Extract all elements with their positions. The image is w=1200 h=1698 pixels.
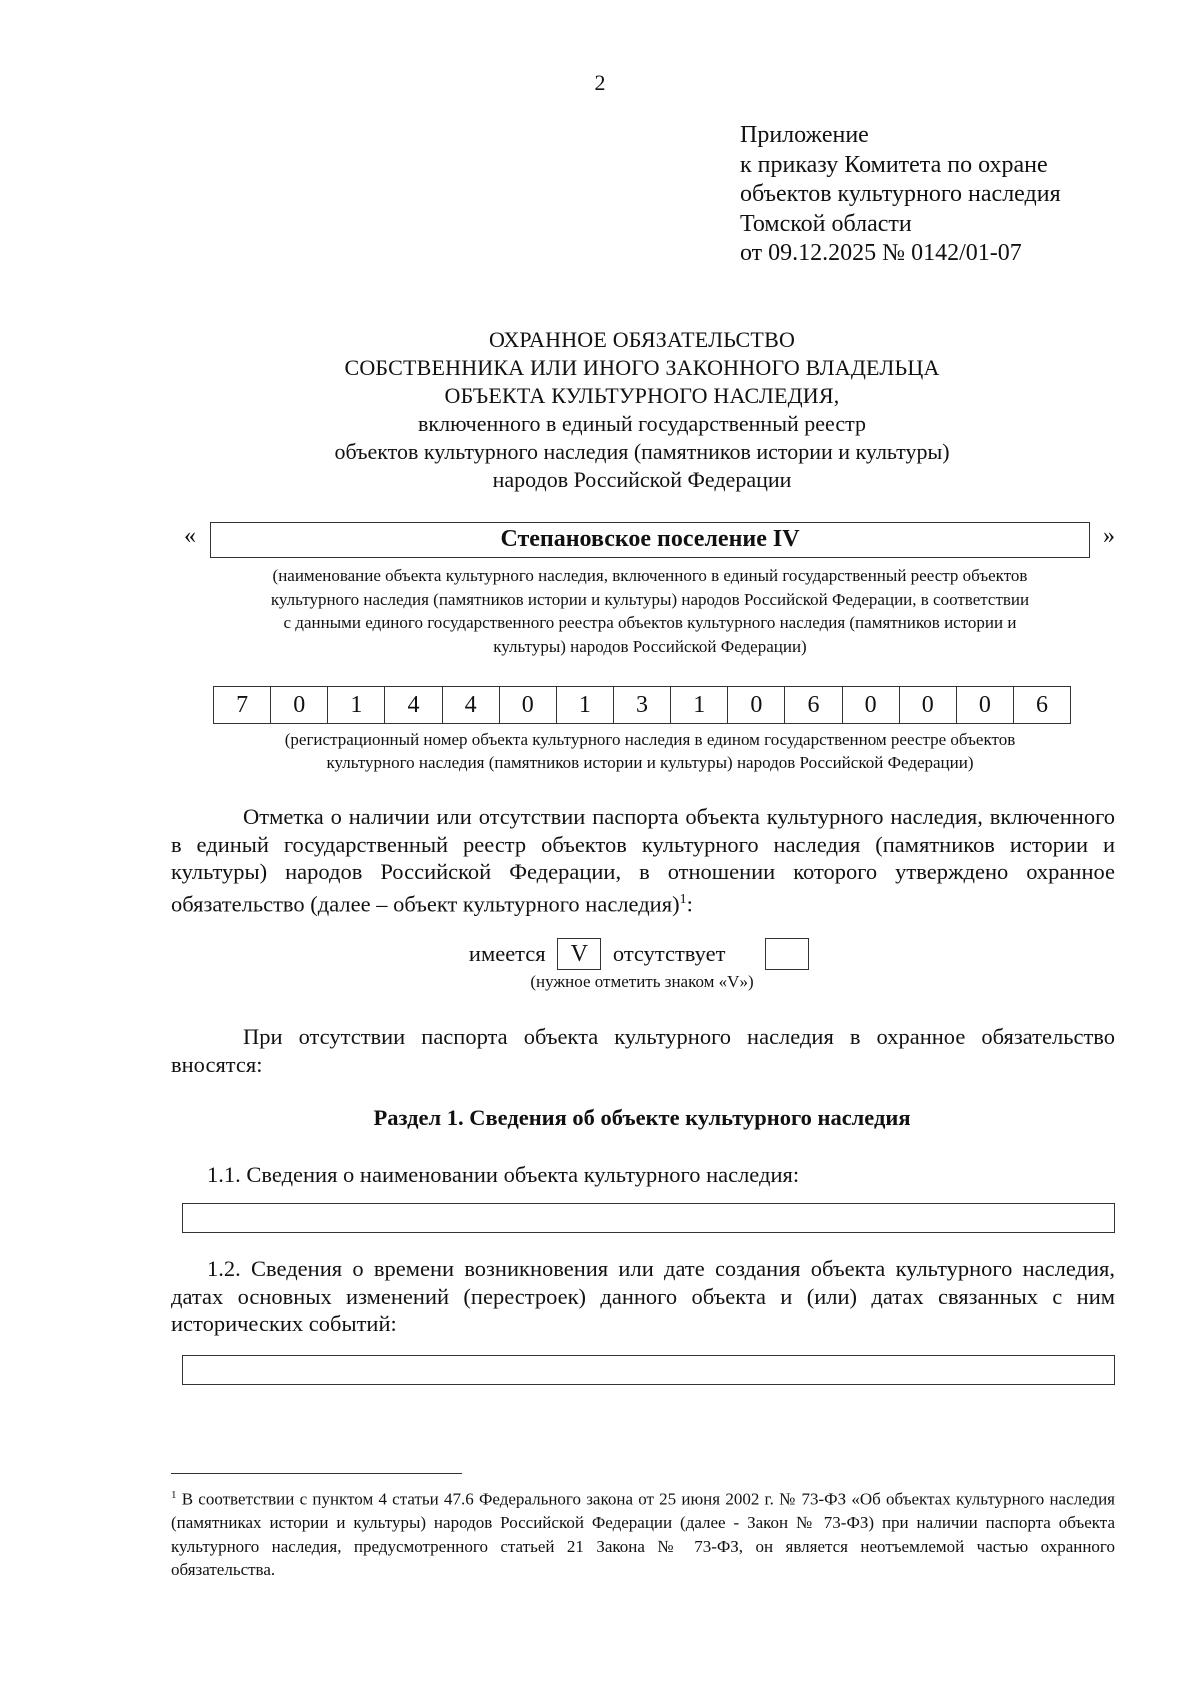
title-line: объектов культурного наследия (памятников истории и культуры) xyxy=(334,439,950,464)
object-name-caption xyxy=(200,564,1100,658)
item-1-2-paragraph xyxy=(171,1255,1115,1338)
appendix-line: объектов культурного наследия xyxy=(740,181,1061,207)
regnum-digit[interactable]: 1 xyxy=(557,687,614,723)
regnum-digit[interactable]: 0 xyxy=(900,687,957,723)
appendix-line: Томской области xyxy=(740,210,912,237)
quote-close: » xyxy=(1103,523,1115,549)
appendix-block xyxy=(740,121,1061,269)
passport-note-text: Отметка о наличии или отсутствии паспорта объекта культурного наследия, включенного в единый государственный реестр объектов культурного наследия (памятников истории и культуры) народов Российской Федерации, в отношении которого утверждено охранное обязательство (далее – объект культурного наследия) xyxy=(171,804,1115,916)
caption-line: культуры) народов Российской Федерации) xyxy=(493,636,807,656)
page-number: 2 xyxy=(594,70,606,95)
regnum-digit[interactable]: 0 xyxy=(500,687,557,723)
check-hint: (нужное отметить знаком «V») xyxy=(530,972,754,991)
absence-note-text: При отсутствии паспорта объекта культурного наследия в охранное обязательство вносятся: xyxy=(171,1024,1115,1077)
regnum-digit[interactable]: 3 xyxy=(614,687,671,723)
document-title xyxy=(0,326,1200,494)
footnote-mark: 1 xyxy=(171,1489,177,1501)
caption-line: культурного наследия (памятников истории и культуры) народов Российской Федерации, в соответствии xyxy=(270,589,1030,609)
regnum-digit[interactable]: 6 xyxy=(785,687,842,723)
absent-label: отсутствует xyxy=(612,941,726,966)
appendix-line: Приложение xyxy=(740,122,869,148)
regnum-digit[interactable]: 0 xyxy=(843,687,900,723)
registration-number-grid xyxy=(213,686,1071,724)
passport-note-paragraph xyxy=(171,803,1115,918)
footnote-separator xyxy=(171,1473,462,1474)
footnote-text: В соответствии с пунктом 4 статьи 47.6 Федерального закона от 25 июня 2002 г. № 73-ФЗ «Об объектах культурного наследия (памятниках истории и культуры) народов Российской Федерации (далее - Закон № 73-ФЗ) при наличии паспорта объекта культурного наследия, предусмотренного статьей 21 Закона № 73-ФЗ, он является неотъемлемой частью охранного обязательства. xyxy=(171,1489,1115,1580)
caption-line: культурного наследия (памятников истории и культуры) народов Российской Федерации) xyxy=(326,753,974,772)
appendix-line: к приказу Комитета по охране xyxy=(740,151,1048,178)
absent-checkbox[interactable] xyxy=(765,938,809,970)
caption-line: (регистрационный номер объекта культурного наследия в едином государственном реестре объектов xyxy=(284,730,1016,749)
quote-open: « xyxy=(184,523,196,549)
regnum-digit[interactable]: 0 xyxy=(728,687,785,723)
passport-note-tail: : xyxy=(686,891,693,916)
object-name-field[interactable]: Степановское поселение IV xyxy=(210,522,1090,558)
passport-check-row xyxy=(0,938,1200,970)
item-1-1-label: 1.1. Сведения о наименовании объекта культурного наследия: xyxy=(207,1162,800,1187)
footnote-ref[interactable]: 1 xyxy=(679,891,687,907)
caption-line: (наименование объекта культурного наследия, включенного в единый государственный реестр объектов xyxy=(272,566,1028,585)
title-line: ОБЪЕКТА КУЛЬТУРНОГО НАСЛЕДИЯ, xyxy=(444,383,840,408)
regnum-digit[interactable]: 4 xyxy=(443,687,500,723)
appendix-line: от 09.12.2025 № 0142/01-07 xyxy=(740,240,1022,266)
present-label: имеется xyxy=(468,941,546,966)
title-line: включенного в единый государственный реестр xyxy=(418,411,866,436)
regnum-digit[interactable]: 6 xyxy=(1036,692,1049,718)
regnum-digit[interactable]: 0 xyxy=(271,687,328,723)
footnote xyxy=(171,1484,1115,1582)
item-1-1-field[interactable] xyxy=(182,1203,1115,1233)
caption-line: с данными единого государственного реестра объектов культурного наследия (памятников истории и xyxy=(283,613,1017,632)
registration-number-caption xyxy=(200,728,1100,774)
absence-note-paragraph xyxy=(171,1023,1115,1078)
regnum-digit[interactable]: 0 xyxy=(957,687,1014,723)
present-checkbox[interactable]: V xyxy=(557,938,601,970)
regnum-digit[interactable]: 7 xyxy=(214,687,271,723)
item-1-2-field[interactable] xyxy=(182,1355,1115,1385)
regnum-digit[interactable]: 4 xyxy=(385,687,442,723)
regnum-digit[interactable]: 1 xyxy=(671,687,728,723)
item-1-2-label: 1.2. Сведения о времени возникновения или дате создания объекта культурного наследия, датах основных изменений (перестроек) данного объекта и (или) датах связанных с ним исторических событий: xyxy=(171,1256,1115,1336)
section-1-title: Раздел 1. Сведения об объекте культурного наследия xyxy=(373,1105,911,1130)
title-line: народов Российской Федерации xyxy=(492,467,792,492)
regnum-digit[interactable]: 1 xyxy=(328,687,385,723)
title-line: ОХРАННОЕ ОБЯЗАТЕЛЬСТВО xyxy=(488,327,796,352)
title-line: СОБСТВЕННИКА ИЛИ ИНОГО ЗАКОННОГО ВЛАДЕЛЬЦА xyxy=(344,355,940,380)
